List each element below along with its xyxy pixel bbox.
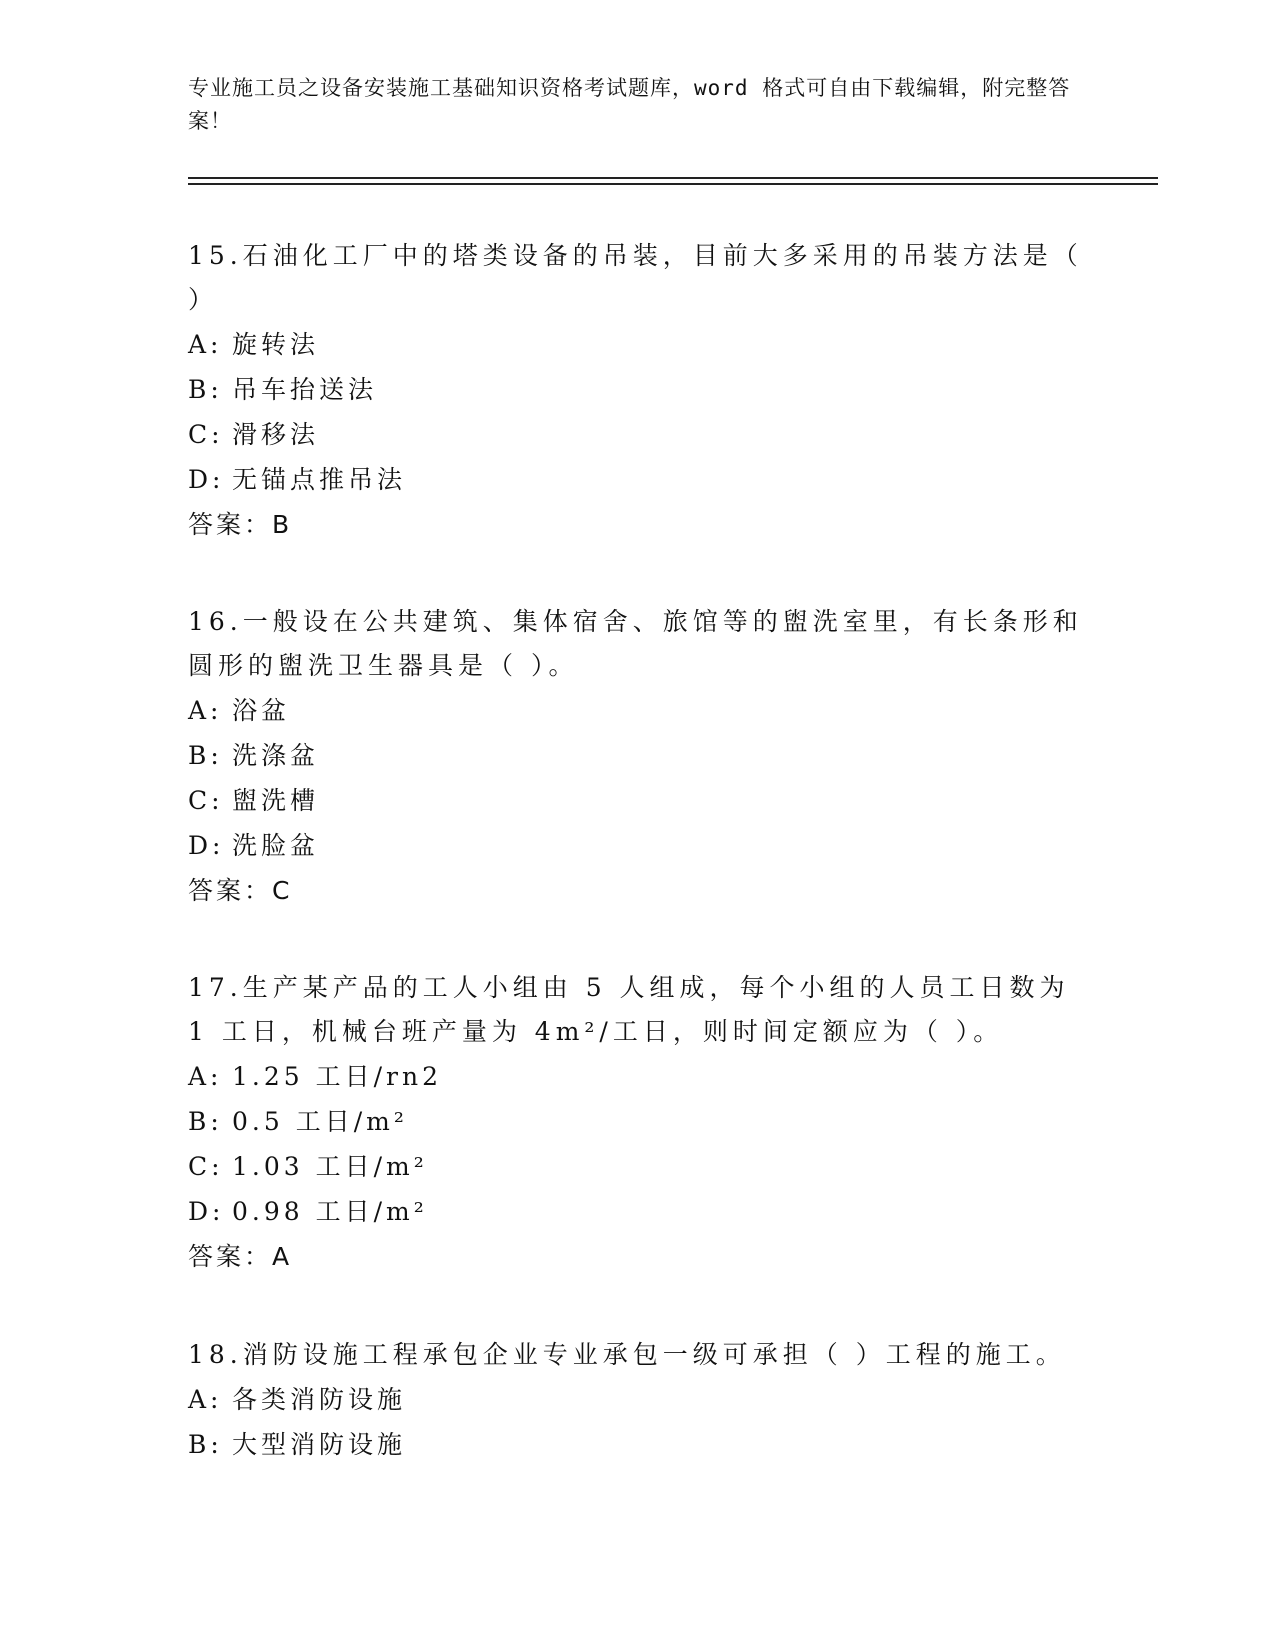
option-letter: B: xyxy=(188,375,223,404)
option-text: 洗脸盆 xyxy=(232,831,320,860)
header-divider-top xyxy=(188,177,1158,179)
option-a xyxy=(188,322,1088,367)
option-letter: B: xyxy=(188,1430,223,1459)
option-letter: D: xyxy=(188,1197,225,1226)
option-letter: D: xyxy=(188,465,225,494)
option-text: 各类消防设施 xyxy=(232,1385,407,1414)
option-d xyxy=(188,457,1088,502)
option-c xyxy=(188,412,1088,457)
question-text: 15.石油化工厂中的塔类设备的吊装，目前大多采用的吊装方法是（ ） xyxy=(188,241,1083,314)
answer: 答案：B xyxy=(188,510,293,539)
option-c xyxy=(188,1144,1088,1189)
answer: 答案：C xyxy=(188,876,293,905)
option-c xyxy=(188,778,1088,823)
option-text: 滑移法 xyxy=(232,420,320,449)
option-text: 无锚点推吊法 xyxy=(232,465,407,494)
option-text: 吊车抬送法 xyxy=(232,375,378,404)
option-text: 大型消防设施 xyxy=(232,1430,407,1459)
option-a xyxy=(188,1377,1088,1422)
option-letter: C: xyxy=(188,1152,224,1181)
option-d xyxy=(188,1189,1088,1234)
option-text: 洗涤盆 xyxy=(232,741,320,770)
option-text: 旋转法 xyxy=(232,330,320,359)
option-a xyxy=(188,688,1088,733)
option-b xyxy=(188,1099,1088,1144)
option-text: 0.5 工日/m² xyxy=(232,1107,408,1136)
option-b xyxy=(188,1422,1088,1467)
option-letter: A: xyxy=(188,1062,223,1091)
option-text: 浴盆 xyxy=(232,696,291,725)
answer: 答案：A xyxy=(188,1242,293,1271)
option-a xyxy=(188,1054,1088,1099)
option-b xyxy=(188,733,1088,778)
question-text: 17.生产某产品的工人小组由 5 人组成，每个小组的人员工日数为 1 工日，机械台班产量为 4m²/工日，则时间定额应为（ ）。 xyxy=(188,973,1070,1046)
question-16 xyxy=(188,600,1088,913)
question-text: 16.一般设在公共建筑、集体宿舍、旅馆等的盥洗室里，有长条形和圆形的盥洗卫生器具是（ ）。 xyxy=(188,607,1083,680)
option-text: 0.98 工日/m² xyxy=(232,1197,428,1226)
option-letter: C: xyxy=(188,420,224,449)
question-17 xyxy=(188,966,1088,1279)
question-18 xyxy=(188,1333,1088,1467)
document-intro: 专业施工员之设备安装施工基础知识资格考试题库，word 格式可自由下载编辑，附完整答案！ xyxy=(188,76,1071,133)
option-letter: B: xyxy=(188,1107,223,1136)
question-15 xyxy=(188,234,1088,547)
option-letter: A: xyxy=(188,1385,223,1414)
option-d xyxy=(188,823,1088,868)
option-letter: A: xyxy=(188,696,223,725)
option-text: 1.03 工日/m² xyxy=(232,1152,428,1181)
option-letter: B: xyxy=(188,741,223,770)
option-letter: A: xyxy=(188,330,223,359)
header-divider-bottom xyxy=(188,183,1158,185)
option-text: 1.25 工日/rn2 xyxy=(232,1062,442,1091)
question-text: 18.消防设施工程承包企业专业承包一级可承担（ ）工程的施工。 xyxy=(188,1340,1066,1369)
option-letter: C: xyxy=(188,786,224,815)
option-letter: D: xyxy=(188,831,225,860)
option-b xyxy=(188,367,1088,412)
option-text: 盥洗槽 xyxy=(232,786,320,815)
